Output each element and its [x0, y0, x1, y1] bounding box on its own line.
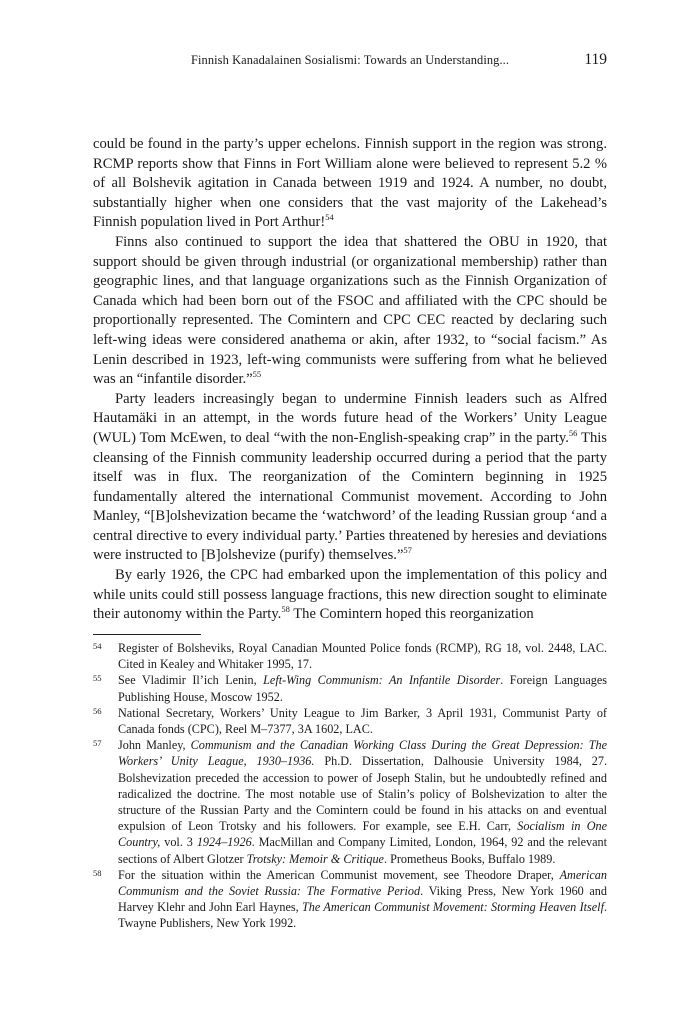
footnotes	[93, 640, 607, 932]
paragraph-text: The Comintern hoped this reorganization	[289, 606, 534, 623]
paragraph-text: By early 1926, the CPC had embarked upon the implementation of this policy and while units could still possess language fractions, this new direction sought to eliminate their autonomy within the Party.	[93, 567, 607, 623]
paragraph	[93, 135, 607, 233]
footnote-number: 55	[93, 673, 102, 684]
footnote-text: . Twayne Publishers, New York 1992.	[118, 900, 607, 931]
footnote-text: . Viking Press, New York 1960 and Harvey Klehr and John Earl Haynes,	[118, 884, 607, 915]
footnote-title: The American Communist Movement: Storming Heaven Itself	[302, 900, 604, 915]
footnote-title: 1924–1926	[196, 835, 252, 850]
footnote-text: Ph.D. Dissertation, Dalhousie University 1984, 27. Bolshevization preceded the accession to power of Joseph Stalin, but he undoubtedly refined and radicalized the doctrine. The most notable use of Stalin’s policy of Bolshevization to alter the structure of the Russian Party and the Comintern could be found in his attacks on and eventual expulsion of Leon Trotsky and his followers. For example, see E.H. Carr,	[118, 754, 607, 834]
footnote-number: 54	[93, 641, 102, 651]
footnote-number: 56	[93, 705, 102, 716]
paragraph	[93, 390, 607, 566]
footnote	[93, 672, 607, 704]
footnote-title: Communism and the Canadian Working Class During the Great Depression: The Workers’ Unity League, 1930–1936.	[118, 738, 607, 769]
footnote-text: vol. 3	[160, 835, 197, 850]
footnote-number: 58	[93, 867, 102, 878]
body-text	[93, 135, 607, 625]
paragraph-text: Finns also continued to support the idea that shattered the OBU in 1920, that support should be given through industrial (or organizational membership) rather than geographic lines, and that language organizations such as the Finnish Organization of Canada which had been born out of the FSOC and affiliated with the CPC should be proportionally represented. The Comintern and CPC CEC reacted by declaring such left-wing ideas were considered anathema or akin, after 1932, to “social facism.” As Lenin described in 1923, left-wing communists were suffering from what he believed was an “infantile disorder.”	[93, 233, 607, 388]
footnote-title: Socialism in One Country,	[118, 819, 608, 850]
footnote-text: Register of Bolsheviks, Royal Canadian Mounted Police fonds (RCMP), RG 18, vol. 2448, LAC. Cited in Kealey and Whitaker 1995, 17.	[118, 641, 607, 672]
running-title: Finnish Kanadalainen Sosialismi: Towards an Understanding...	[191, 53, 510, 67]
footnote	[93, 640, 607, 672]
footnote-text: . Foreign Languages Publishing House, Moscow 1952.	[118, 673, 607, 704]
running-head	[93, 53, 607, 73]
footnote-title: Left-Wing Communism: An Infantile Disorder	[263, 673, 501, 688]
footnote-number: 57	[93, 738, 102, 749]
footnote-ref: 56	[568, 428, 578, 439]
footnote	[93, 867, 607, 932]
paragraph-text: Party leaders increasingly began to undermine Finnish leaders such as Alfred Hautamäki in an attempt, in the words future head of the Workers’ Unity League (WUL) Tom McEwen, to deal “with the non-English-speaking crap” in the party.	[93, 390, 607, 446]
footnote-text: See Vladimir Il’ich Lenin,	[118, 673, 264, 688]
paragraph	[93, 566, 607, 625]
footnote-text: National Secretary, Workers’ Unity League to Jim Barker, 3 April 1931, Communist Party of Canada fonds (CPC), Reel M–7377, 3A 1602, LAC.	[118, 705, 607, 737]
paragraph-text: This cleansing of the Finnish community leadership occurred during a period that the party itself was in flux. The reorganization of the Comintern beginning in 1925 fundamentally altered the international Communist movement. According to John Manley, “[B]olshevization became the ‘watchword’ of the leading Russian group ‘and a central directive to every individual party.’ Parties threatened by heresies and deviations were instructed to [B]olshevize (purify) themselves.”	[93, 429, 607, 564]
footnote	[93, 737, 607, 867]
footnote-ref: 54	[325, 212, 334, 223]
footnote-text: . MacMillan and Company Limited, London, 1964, 92 and the relevant sections of Albert Glotzer	[118, 835, 607, 866]
page-number: 119	[584, 51, 607, 68]
footnote-ref: 55	[252, 369, 262, 380]
paragraph-text: could be found in the party’s upper echelons. Finnish support in the region was strong. RCMP reports show that Finns in Fort William alone were believed to represent 5.2 % of all Bolshevik agitation in Canada between 1919 and 1924. A number, no doubt, substantially higher when one considers that the vast majority of the Lakehead’s Finnish population lived in Port Arthur!	[93, 136, 607, 231]
footnote-title: Trotsky: Memoir & Critique	[246, 851, 384, 866]
footnote-title: American Communism and the Soviet Russia: The Formative Period	[118, 867, 607, 899]
footnote-ref: 57	[403, 545, 412, 556]
footnote-text: . Prometheus Books, Buffalo 1989.	[383, 851, 556, 866]
footnote-text: For the situation within the American Communist movement, see Theodore Draper,	[118, 867, 560, 882]
footnote	[93, 705, 607, 737]
footnote-ref: 58	[281, 604, 290, 615]
paragraph	[93, 233, 607, 390]
footnote-text: John Manley,	[118, 738, 191, 753]
footnote-rule	[93, 634, 201, 635]
